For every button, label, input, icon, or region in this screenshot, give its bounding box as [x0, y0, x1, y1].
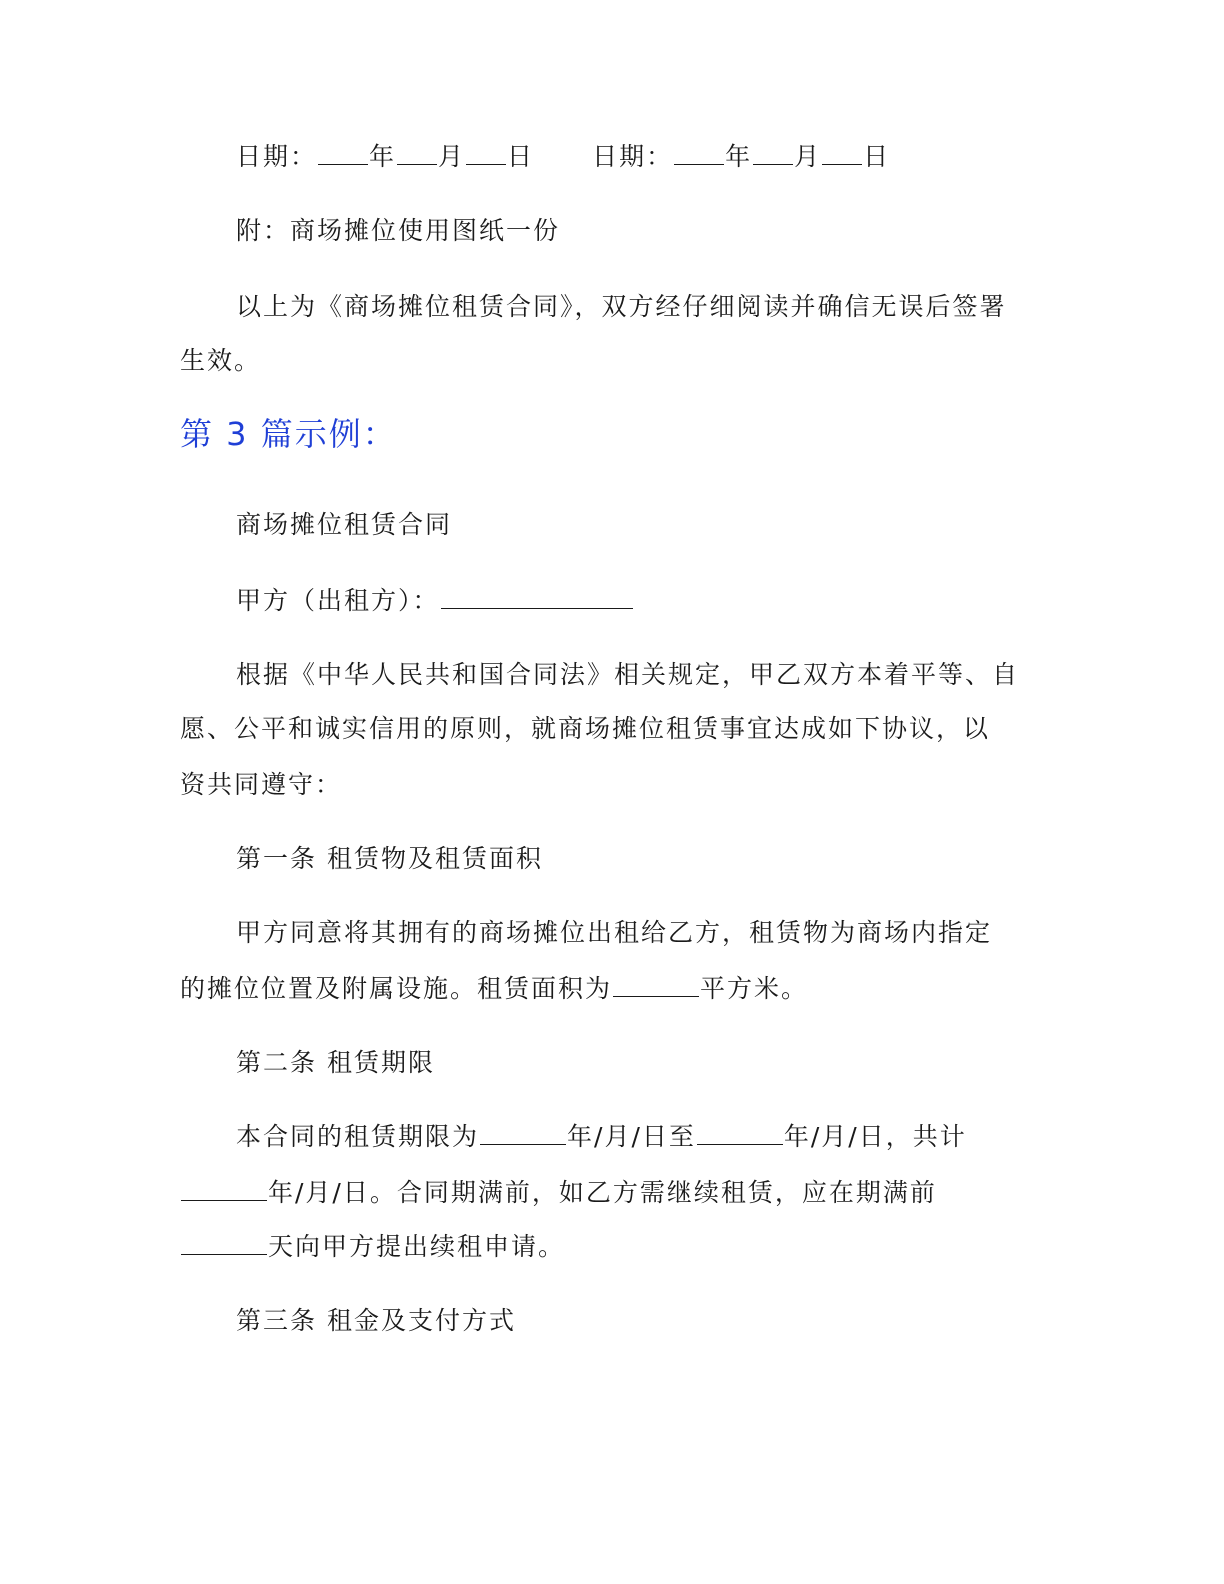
article-2-line-3 — [180, 1232, 565, 1262]
month-blank-left — [397, 142, 437, 165]
preamble-line-1: 根据《中华人民共和国合同法》相关规定，甲乙双方本着平等、自 — [236, 660, 1020, 689]
day-unit-left: 日 — [507, 142, 535, 171]
party-a-line — [236, 586, 634, 616]
area-unit: 平方米。 — [700, 974, 809, 1003]
article-1-line-1: 甲方同意将其拥有的商场摊位出租给乙方，租赁物为商场内指定 — [236, 918, 993, 947]
signature-date-line — [236, 142, 890, 172]
date-label-right: 日期： — [592, 142, 674, 171]
renewal-days-blank — [181, 1232, 267, 1255]
article-3-title: 第三条 租金及支付方式 — [236, 1306, 516, 1335]
month-blank-right — [753, 142, 793, 165]
article-2-line-2 — [180, 1178, 937, 1208]
party-a-label: 甲方（出租方）： — [236, 586, 440, 615]
date-label-left: 日期： — [236, 142, 318, 171]
party-a-blank — [441, 586, 633, 609]
year-unit-right: 年 — [725, 142, 753, 171]
day-blank-right — [822, 142, 862, 165]
month-unit-right: 月 — [794, 142, 822, 171]
article-1-line-2 — [180, 974, 808, 1004]
day-blank-left — [466, 142, 506, 165]
preamble-line-2: 愿、公平和诚实信用的原则，就商场摊位租赁事宜达成如下协议，以 — [180, 714, 991, 743]
term-start-unit: 年/月/日至 — [567, 1122, 696, 1151]
term-end-unit: 年/月/日，共计 — [783, 1122, 967, 1151]
article-2-line-2-text: 年/月/日。合同期满前，如乙方需继续租赁，应在期满前 — [268, 1178, 937, 1207]
total-term-blank — [181, 1178, 267, 1201]
article-1-line-2-text: 的摊位位置及附属设施。租赁面积为 — [180, 974, 613, 1003]
area-blank — [613, 974, 699, 997]
section-heading: 第 3 篇示例： — [180, 415, 397, 453]
year-blank-left — [318, 142, 368, 165]
start-date-blank — [480, 1122, 566, 1145]
term-prefix: 本合同的租赁期限为 — [236, 1122, 480, 1151]
article-1-title: 第一条 租赁物及租赁面积 — [236, 844, 543, 873]
contract-title: 商场摊位租赁合同 — [236, 510, 453, 539]
article-2-line-3-text: 天向甲方提出续租申请。 — [268, 1232, 566, 1261]
day-unit-right: 日 — [863, 142, 891, 171]
year-unit-left: 年 — [369, 142, 397, 171]
closing-line-2: 生效。 — [180, 346, 262, 375]
year-blank-right — [674, 142, 724, 165]
article-2-title: 第二条 租赁期限 — [236, 1048, 435, 1077]
article-2-line-1 — [236, 1122, 967, 1152]
preamble-line-3: 资共同遵守： — [180, 770, 343, 799]
end-date-blank — [697, 1122, 783, 1145]
closing-line-1: 以上为《商场摊位租赁合同》，双方经仔细阅读并确信无误后签署 — [236, 292, 1007, 321]
attachment-note: 附：商场摊位使用图纸一份 — [236, 216, 561, 245]
month-unit-left: 月 — [438, 142, 466, 171]
